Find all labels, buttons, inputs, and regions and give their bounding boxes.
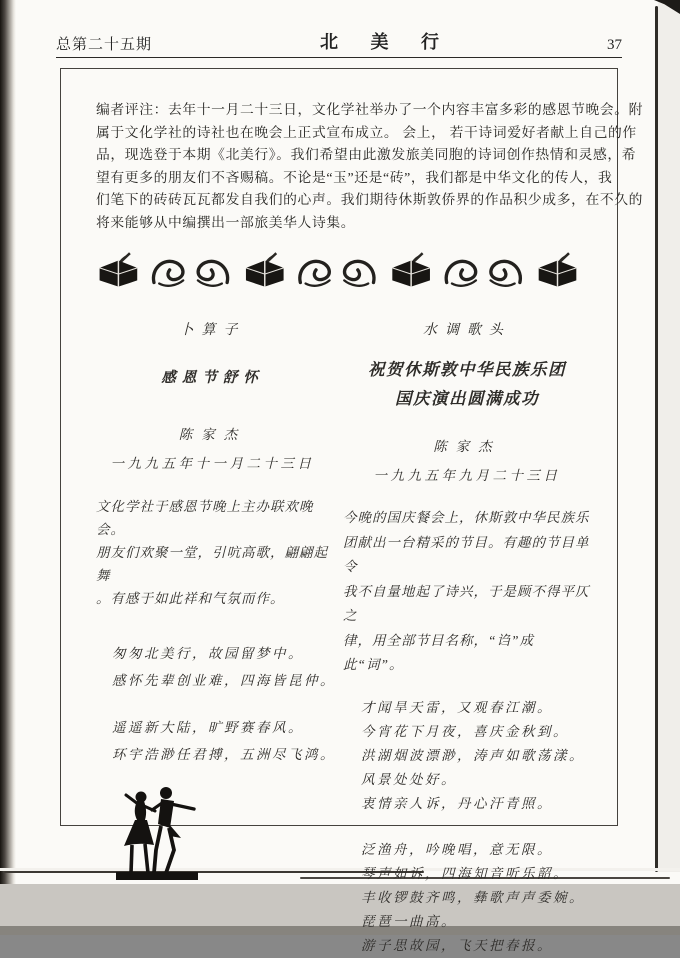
poem-author: 陈家杰 [178,427,247,442]
book-and-wave-ornament-icon [89,248,589,294]
preface-line: 团献出一台精采的节目。有趣的节目单令 [343,534,590,574]
page-edge-right-paper [658,0,680,872]
preface-line: 。有感于如此祥和气氛而作。 [96,591,285,606]
page-spine-shadow [0,0,16,935]
editor-note-line: 编者评注：去年十一月二十三日，文化学社举办了一个内容丰富多彩的感恩节晚会。附 [96,102,644,117]
poem-title-line: 国庆演出圆满成功 [395,389,539,408]
preface-line: 文化学社于感恩节晚上主办联欢晚会。 [96,499,314,537]
poem-line: 琴声如诉，四海知音听乐韶。 [361,865,569,881]
poem-right [339,301,617,958]
editor-note-line: 将来能够从中编撰出一部旅美华人诗集。 [96,214,356,230]
editor-note-line: 属于文化学社的诗社也在晚会上正式宣布成立。 会上， 若干诗词爱好者献上自己的作 [96,124,637,140]
poem-line: 琵琶一曲高。 [361,913,457,929]
poem-author: 陈家杰 [433,439,501,454]
poem-tune: 卜算子 [179,323,246,338]
editor-note-line: 们笔下的砖砖瓦瓦都发自我们的心声。我们期待休斯敦侨界的作品积少成多，在不久的 [96,192,644,207]
poem-line: 今宵花下月夜，喜庆金秋到。 [361,723,569,739]
poem-stanza [112,640,336,694]
poem-title: 感恩节舒怀 [161,370,264,386]
journal-title: 北 美 行 [320,32,453,52]
poem-stanza [361,838,591,958]
poem-line: 风景处处好。 [361,771,457,787]
poem-date: 一九九五年十一月二十三日 [110,456,315,471]
poem-title [343,355,591,413]
editor-note-line: 品，现选登于本期《北美行》。我们希望由此激发旅美同胞的诗词创作热情和灵感，希 [96,147,637,162]
poem-line: 衷情亲人诉，丹心汗青照。 [361,795,553,811]
poem-date: 一九九五年九月二十三日 [373,468,561,483]
poem-line: 洪湖烟波漂渺，涛声如歌荡漾。 [361,747,585,763]
poem-preface [96,495,329,610]
page-edge-right-line [655,6,658,872]
poem-line: 丰收锣鼓齐鸣，彝歌声声委婉。 [361,889,585,905]
poem-line: 游子思故园，飞天把春报。 [361,937,553,953]
poem-line: 泛渔舟，吟晚唱，意无限。 [361,841,553,857]
poem-title-line: 祝贺休斯敦中华民族乐团 [368,360,566,379]
poem-stanza [361,696,591,816]
preface-line: 我不自量地起了诗兴，于是顾不得平仄之 [343,583,590,623]
editor-note-line: 望有更多的朋友们不吝赐稿。不论是“玉”还是“砖”，我们都是中华文化的传人，我 [96,169,613,185]
dancing-couple-icon [114,784,329,889]
poem-stanza [112,714,336,768]
preface-line: 今晚的国庆餐会上，休斯敦中华民族乐 [343,510,590,525]
editor-note [96,99,644,234]
poem-line: 才闻旱天雷，又观春江潮。 [361,699,553,715]
poem-line: 遥遥新大陆，旷野赛春风。 [112,720,304,735]
page-number: 37 [606,37,622,53]
poem-tune: 水调歌头 [423,323,511,338]
poem-left [61,301,339,958]
poem-line: 环宇浩渺任君搏，五洲尽飞鸿。 [112,747,336,762]
poem-line: 匆匆北美行，故园留梦中。 [112,646,304,661]
ornament-divider [89,248,589,299]
preface-line: 律，用全部节目名称，“诌”成此“词”。 [343,632,535,672]
poem-line: 感怀先辈创业难，四海皆昆仲。 [112,673,336,688]
content-frame [60,68,644,953]
journal-issue: 总第二十五期 [56,37,153,53]
preface-line: 朋友们欢聚一堂，引吭高歌，翩翩起舞 [96,545,328,583]
poem-preface [343,506,591,678]
poem-columns [61,301,617,958]
page-header [56,26,622,58]
